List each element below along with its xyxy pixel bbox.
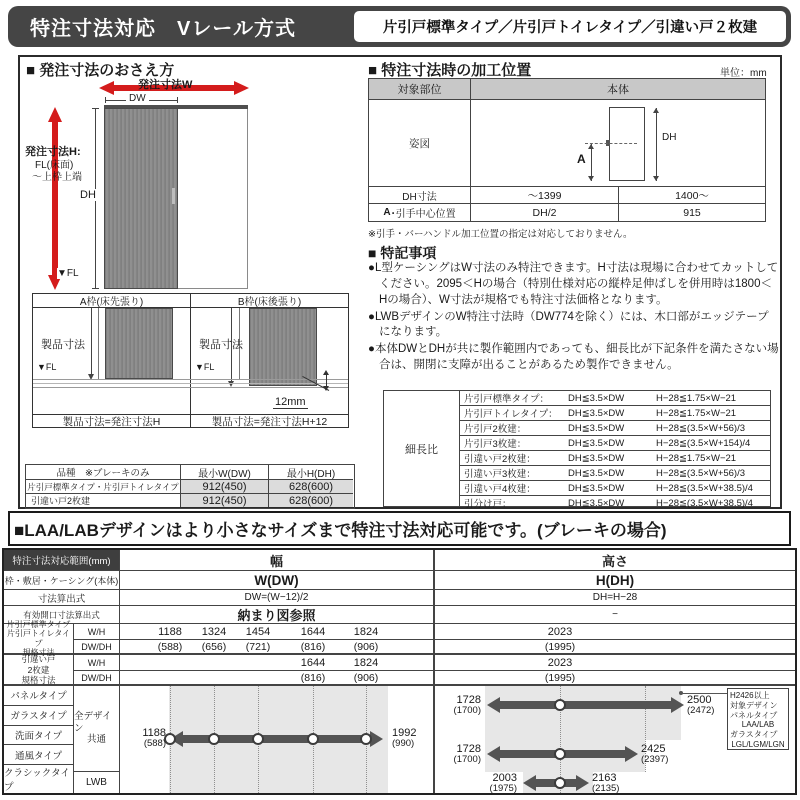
slender-row (460, 451, 770, 466)
std2-label-line: 2枚建 (27, 664, 50, 675)
std1-wh-value: 1188 (158, 625, 182, 638)
page-subtitle: 片引戸標準タイプ／片引戸トイレタイプ／引違い戸２枚建 (382, 20, 758, 36)
width-range-chart (120, 686, 435, 793)
std1-dwdh-value: (588) (157, 640, 183, 653)
order-h-label-1: 発注寸法H: (25, 146, 81, 158)
std1-label (4, 619, 74, 657)
height-range1-max-label (687, 694, 714, 717)
slender-row (460, 406, 770, 421)
range-table (2, 548, 797, 795)
note-line: ガラスタイプ (730, 730, 778, 739)
std1-dwdh-value: (906) (353, 640, 379, 653)
height-range-chart (435, 686, 795, 793)
process-header-part: 対象部位 (369, 79, 471, 100)
design-group-line: 共通 (86, 734, 106, 746)
slender-f2: H−28≦(3.5×W+56)/3 (656, 422, 746, 434)
process-figure-label: 姿図 (369, 100, 471, 187)
slender-f1: DH≦3.5×DW (568, 407, 625, 419)
figure-dh-arrow-top (653, 108, 659, 113)
dw-tick-right (177, 97, 178, 103)
std1-label-line: 片引戸トイレタイプ (6, 629, 71, 648)
range-table-title: 特注寸法対応範囲(mm) (4, 550, 120, 571)
slender-f1: DH≦3.5×DW (568, 422, 625, 434)
design-type-row: クラシックタイプ (4, 768, 70, 793)
slender-f1: DH≦3.5×DW (568, 437, 625, 449)
height-range1-arrow-bar (499, 701, 671, 709)
floor-line-1 (33, 379, 348, 380)
frame-b-title: B枠(床後張り) (191, 294, 348, 308)
height-range1-min-label (435, 694, 481, 717)
min-table-row1-w: 912(450) (181, 480, 269, 494)
slender-f2: H−28≦(3.5×W+56)/3 (656, 467, 746, 479)
std2-dwdh-label: DW/DH (74, 671, 120, 686)
slender-f1: DH≦3.5×DW (568, 467, 625, 479)
frame-b-door-panel (249, 308, 317, 386)
std1-h-wh (435, 624, 795, 640)
slender-f2: H−28≦1.75×W−21 (656, 392, 737, 404)
slender-row (460, 481, 770, 496)
order-section-heading: ■ 発注寸法のおさえ方 (26, 62, 175, 79)
h2-max: 2425 (641, 743, 666, 755)
frame-a-formula: 製品寸法=発注寸法H (33, 414, 190, 428)
slender-name: 引違い戸4枚建： (464, 484, 536, 495)
h2-max-sub: (2397) (641, 754, 669, 766)
std1-wh-value: 1824 (353, 625, 379, 638)
slender-f2: H−28≦1.75×W−21 (656, 407, 737, 419)
order-h-label-3: ～上枠上端 (32, 172, 82, 183)
std2-wh-value: 1644 (300, 656, 326, 669)
process-dh-label: DH寸法 (369, 187, 471, 204)
process-a-label (369, 204, 471, 221)
h1-max-sub: (2472) (687, 705, 715, 717)
min-table-row2-h: 628(600) (269, 494, 353, 507)
h3-min: 2003 (492, 772, 517, 784)
std1-wh-value: 1454 (245, 625, 271, 638)
slender-name: 片引戸2枚建： (464, 424, 527, 435)
std2-h-wh-value: 2023 (547, 656, 573, 669)
page-title: 特注寸法対応 Vレール方式 (30, 18, 296, 40)
height-range3-max-label (592, 772, 619, 793)
floor-line-2 (33, 383, 348, 384)
frame-box-body (33, 308, 348, 414)
frame-a-product-dim-label: 製品寸法 (41, 339, 85, 351)
formula-row-label: 寸法算出式 (4, 590, 120, 606)
design-group-cell (74, 686, 120, 793)
min-table-row1-name: 片引戸標準タイプ・片引戸トイレタイプ (26, 480, 181, 494)
width-range-point (208, 733, 220, 745)
frame-a-door-panel (105, 308, 173, 379)
std2-h-dwdh (435, 671, 795, 686)
design-type-row: 通風タイプ (4, 745, 73, 765)
design-type-row: パネルタイプ (4, 686, 73, 706)
slender-row (460, 421, 770, 436)
frame-b-fl-label: ▼FL (195, 362, 215, 372)
slender-name: 片引戸3枚建： (464, 439, 527, 450)
width-header: 幅 (120, 550, 435, 571)
dh-label: DH (80, 189, 96, 201)
opening-row-label: 有効開口寸法算出式 (4, 606, 120, 624)
design-lwb-label: LWB (86, 776, 107, 788)
h2-min: 1728 (456, 743, 481, 755)
slender-row (460, 496, 770, 510)
height-range2-point (554, 748, 566, 760)
height-range2-max-label (641, 743, 668, 766)
frame-a-jamb-line (98, 308, 99, 379)
figure-door-outline (609, 107, 645, 181)
slender-name: 片引戸標準タイプ： (464, 394, 550, 405)
process-figure-cell (471, 100, 765, 187)
width-range-point (360, 733, 372, 745)
h-symbol: H(DH) (435, 571, 795, 590)
w-opening: 納まり図参照 (120, 606, 435, 624)
frame-b-product-dim-label: 製品寸法 (199, 339, 243, 351)
slender-row (460, 391, 770, 406)
door-panel (104, 108, 178, 289)
h3-max: 2163 (592, 772, 617, 784)
std2-h-wh (435, 655, 795, 671)
slender-name: 引違い戸3枚建： (464, 469, 536, 480)
std1-label-line: 片引戸標準タイプ (6, 619, 71, 629)
std2-label-line: 引違い戸 (21, 654, 56, 665)
figure-dh-label: DH (662, 132, 677, 143)
width-range-max-label (392, 727, 416, 750)
figure-a-arrow-bottom (588, 176, 594, 181)
w-formula: DW=(W−12)/2 (120, 590, 435, 606)
door-handle (172, 188, 175, 204)
slender-row (460, 466, 770, 481)
width-max-sub: (990) (392, 738, 415, 750)
height-range1-point (554, 699, 566, 711)
design-group-label (74, 686, 119, 772)
top-header-bar (8, 6, 791, 47)
remarks-heading: ■ 特記事項 (368, 245, 437, 261)
remarks-bullet-3: ●本体DWとDHが共に製作範囲内であっても、細長比が下記条件を満たさない場合は、開閉に支障が出ることがあるため製作できません。 (368, 343, 779, 372)
note-line: H2426以上 (730, 691, 770, 700)
laa-lab-banner: ■LAA/LABデザインはより小さなサイズまで特注寸法対応可能です。(ブレーキの場合) (8, 511, 791, 546)
std1-label-line: 規格寸法 (22, 647, 55, 657)
width-range-point (307, 733, 319, 745)
dh-tick-bottom (92, 288, 99, 289)
slender-f2: H−28≦(3.5×W+154)/4 (656, 437, 751, 449)
design-type-row: ガラスタイプ (4, 706, 73, 726)
figure-dh-arrow-bottom (653, 176, 659, 181)
remarks-bullets (368, 261, 780, 374)
width-range-point (252, 733, 264, 745)
height-range2-arrow-right (625, 746, 638, 762)
min-table-row1-h: 628(600) (269, 480, 353, 494)
std1-h-dwdh-value: (1995) (544, 640, 576, 653)
min-table-row2-name: 引違い戸2枚建 (26, 494, 181, 507)
figure-dh-dim-line (656, 108, 657, 181)
page-subtitle-box (354, 11, 786, 42)
width-range-min-label (120, 727, 166, 750)
h1-min-sub: (1700) (453, 705, 481, 717)
w-arrow-right-head (234, 81, 249, 95)
process-a-v1: DH/2 (471, 204, 619, 221)
figure-a-label: A (577, 152, 586, 166)
slender-row (460, 436, 770, 451)
height-note-box (727, 688, 789, 750)
std1-h-dwdh (435, 640, 795, 655)
slender-name: 片引戸トイレタイプ： (464, 409, 558, 420)
process-dh-v1: ～1399 (471, 187, 619, 204)
process-table (368, 78, 766, 222)
h3-min-sub: (1975) (489, 783, 517, 793)
frame-row-label: 枠・敷居・ケーシング(本体) (4, 571, 120, 590)
note-line: LGL/LGM/LGN (731, 739, 785, 749)
note-line: パネルタイプ (730, 710, 778, 720)
note-line: LAA/LAB (741, 720, 775, 730)
std2-dwdh-value: (816) (300, 671, 326, 684)
frame-a-title: A枠(床先張り) (33, 294, 190, 308)
dw-label: DW (126, 93, 149, 104)
std1-wh-values (120, 624, 435, 640)
slender-ratio-table (383, 390, 771, 510)
w-arrow-label: 発注寸法W (138, 79, 193, 91)
offset-label: 12mm (275, 396, 306, 408)
design-type-row: 洗面タイプ (4, 726, 73, 746)
unit-label: 単位：mm (720, 68, 767, 79)
height-range3-arrow-right (576, 775, 589, 791)
frame-detail-box (32, 293, 349, 428)
std1-wh-value: 1324 (201, 625, 227, 638)
process-header-body: 本体 (471, 79, 765, 100)
remarks-bullet-1: ●L型ケーシングはW寸法のみ特注できます。H寸法は現場に合わせてカットしてください。2095＜Hの場合（特別仕様対応の縦枠足伸ばしを併用時は1800＜Hの場合）、W寸法が規格でも特注寸法価格となります。 (368, 262, 779, 306)
min-table-header-w: 最小W(DW) (181, 465, 269, 480)
h1-min: 1728 (456, 694, 481, 706)
floor-line-3 (33, 387, 348, 388)
min-table-header-kind: 品種 ※ブレーキのみ (26, 465, 181, 480)
std2-label-line: 規格寸法 (21, 674, 56, 685)
height-header: 高さ (435, 550, 795, 571)
process-a-label-prefix: A (383, 207, 391, 218)
std1-h-wh-value: 2023 (547, 625, 573, 638)
height-range3-min-label (471, 772, 517, 793)
h-formula: DH=H−28 (435, 590, 795, 606)
slender-f1: DH≦3.5×DW (568, 482, 625, 494)
h-opening: − (435, 606, 795, 624)
design-type-list (4, 686, 74, 793)
h3-max-sub: (2135) (592, 783, 620, 793)
process-a-label-text: ･引手中心位置 (390, 209, 456, 220)
w-symbol: W(DW) (120, 571, 435, 590)
height-range3-point (554, 777, 566, 789)
slender-f1: DH≦3.5×DW (568, 452, 625, 464)
min-table-row2-w: 912(450) (181, 494, 269, 507)
std1-dwdh-value: (721) (245, 640, 271, 653)
frame-a-dim-line (91, 308, 92, 376)
process-a-v2: 915 (683, 206, 701, 219)
slender-label: 細長比 (384, 391, 460, 506)
note-line: 対象デザイン (730, 700, 778, 710)
slender-f2: H−28≦1.75×W−21 (656, 452, 737, 464)
std2-h-dwdh-value: (1995) (544, 671, 576, 684)
std1-wh-label: W/H (74, 624, 120, 640)
figure-a-arrow-top (588, 144, 594, 149)
slender-name: 引違い戸2枚建： (464, 454, 536, 465)
std2-wh-value: 1824 (353, 656, 379, 669)
std1-wh-value: 1644 (300, 625, 326, 638)
height-range1-arrow-right (671, 697, 684, 713)
std2-wh-label: W/H (74, 655, 120, 671)
offset-arrow-up (323, 370, 329, 375)
std2-wh-values (120, 655, 435, 671)
std2-dwdh-values (120, 671, 435, 686)
height-range2-min-label (435, 743, 481, 766)
min-size-table (25, 464, 355, 509)
std1-dwdh-values (120, 640, 435, 655)
slender-name: 引分け戸： (464, 499, 512, 510)
frame-a-fl-label: ▼FL (37, 362, 57, 372)
h1-max: 2500 (687, 694, 712, 706)
frame-b-formula: 製品寸法=発注寸法H+12 (191, 414, 348, 428)
process-section-heading: ■ 特注寸法時の加工位置 (368, 62, 532, 79)
slender-f1: DH≦3.5×DW (568, 497, 625, 509)
height-shaded-band-1 (485, 686, 681, 740)
order-h-label-2: FL(床面) (35, 160, 74, 171)
remarks-bullet-2: ●LWBデザインのW特注寸法時（DW774を除く）には、木口部がエッジテープになります。 (368, 310, 769, 339)
min-table-header-h: 最小H(DH) (269, 465, 353, 480)
std2-dwdh-value: (906) (353, 671, 379, 684)
slender-rows (460, 391, 770, 510)
std1-dwdh-value: (816) (300, 640, 326, 653)
slender-f1: DH≦3.5×DW (568, 392, 625, 404)
slender-f2: H−28≦(3.5×W+38.5)/4 (656, 482, 753, 494)
std1-dwdh-label: DW/DH (74, 640, 120, 655)
h2-min-sub: (1700) (453, 754, 481, 766)
std2-label (4, 655, 74, 686)
width-max: 1992 (392, 727, 417, 739)
process-dh-v2: 1400～ (619, 187, 765, 204)
width-min-sub: (588) (143, 738, 166, 750)
width-min: 1188 (142, 727, 166, 739)
design-group-line: 全デザイン (74, 711, 112, 734)
process-note: ※引手・バーハンドル加工位置の指定は対応しておりません。 (368, 229, 633, 240)
slender-f2: H−28≦(3.5×W+38.5)/4 (656, 497, 753, 509)
fl-label: ▼FL (57, 268, 79, 279)
std1-dwdh-value: (656) (201, 640, 227, 653)
